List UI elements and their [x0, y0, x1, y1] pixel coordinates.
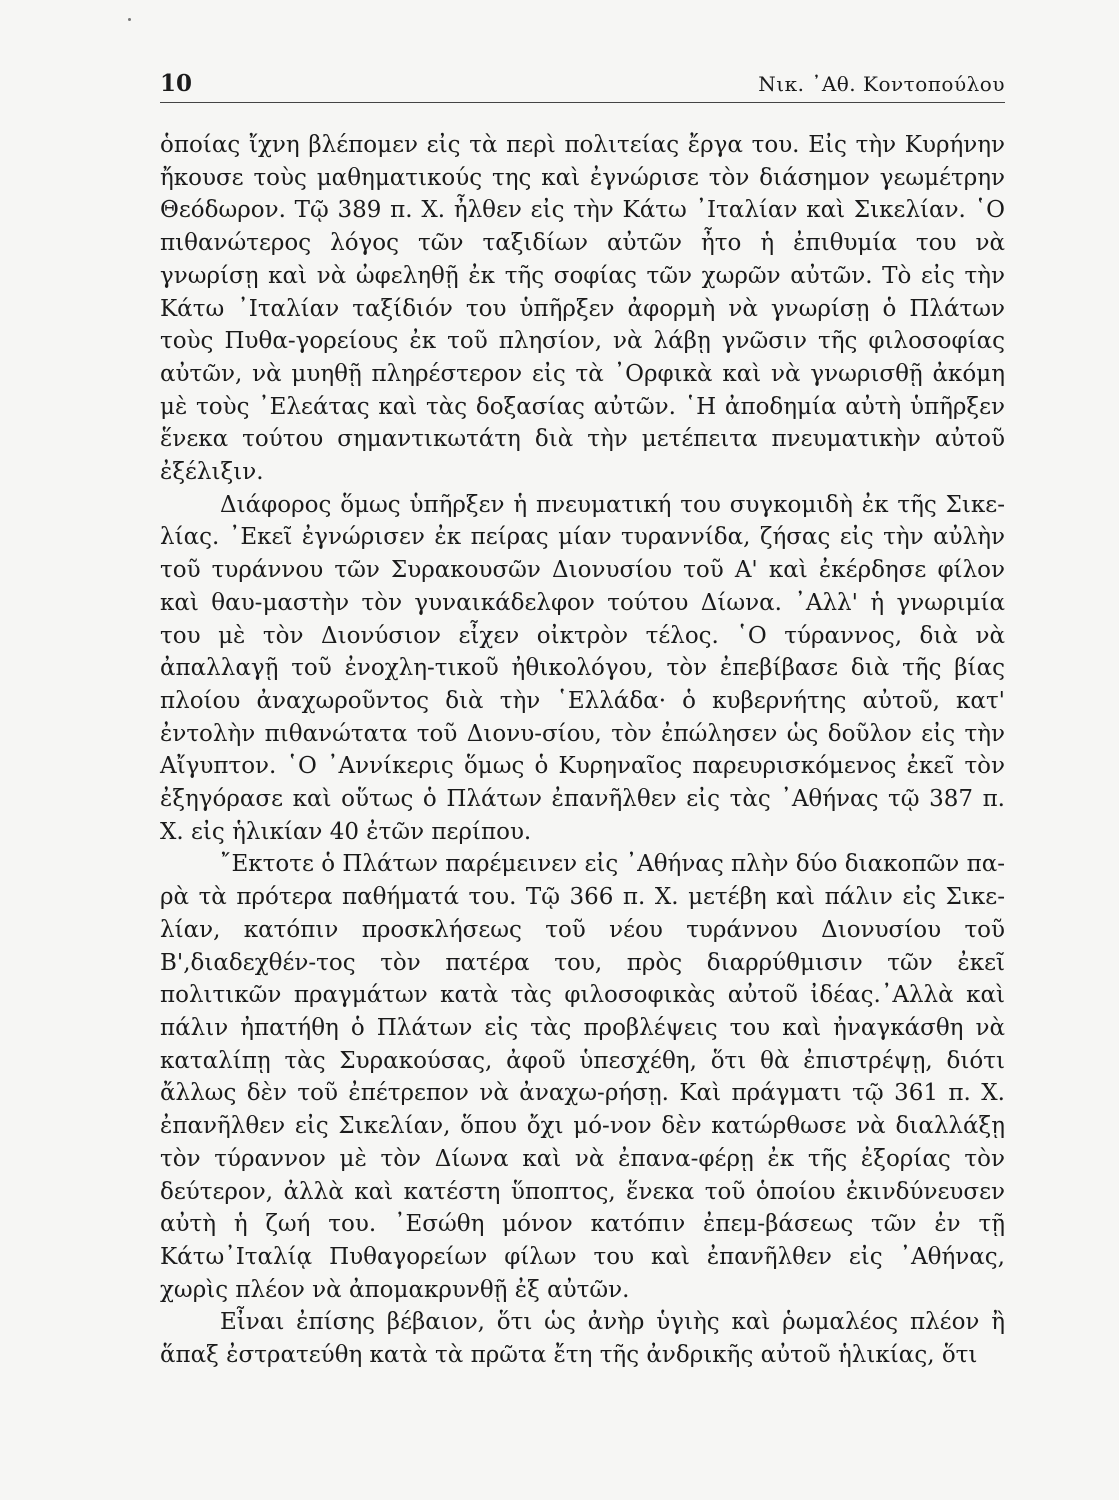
page-number: 10 [160, 70, 193, 97]
page-body [160, 129, 1005, 1372]
paragraph-4: Εἶναι ἐπίσης βέβαιον, ὅτι ὡς ἀνὴρ ὑγιὴς καὶ ῥωμαλέος πλέον ἢ ἅπαξ ἐστρατεύθη κατὰ τὰ πρῶτα ἔτη τῆς ἀνδρικῆς αὐτοῦ ἡλικίας, ὅτι [160, 1309, 1005, 1369]
page-header [160, 66, 1005, 103]
stray-ink-dot [128, 18, 131, 21]
paragraph-1: ὁποίας ἴχνη βλέπομεν εἰς τὰ περὶ πολιτείας ἔργα του. Εἰς τὴν Κυρήνην ἤκουσε τοὺς μαθηματικούς της καὶ ἐγνώρισε τὸν διάσημον γεωμέτρην Θεόδωρον. Τῷ 389 π. Χ. ἦλθεν εἰς τὴν Κάτω ᾿Ιταλίαν καὶ Σικελίαν. ῾Ο πιθανώτερος λόγος τῶν ταξιδίων αὐτῶν ἦτο ἡ ἐπιθυμία του νὰ γνωρίσῃ καὶ νὰ ὠφεληθῇ ἐκ τῆς σοφίας τῶν χωρῶν αὐτῶν. Τὸ εἰς τὴν Κάτω ᾿Ιταλίαν ταξίδιόν του ὑπῆρξεν ἀφορμὴ νὰ γνωρίσῃ ὁ Πλάτων τοὺς Πυθα-γορείους ἐκ τοῦ πλησίον, νὰ λάβῃ γνῶσιν τῆς φιλοσοφίας αὐτῶν, νὰ μυηθῇ πληρέστερον εἰς τὰ ᾿Ορφικὰ καὶ νὰ γνωρισθῇ ἀκόμη μὲ τοὺς ᾿Ελεάτας καὶ τὰς δοξασίας αὐτῶν. ῾Η ἀποδημία αὐτὴ ὑπῆρξεν ἕνεκα τούτου σημαντικωτάτη διὰ τὴν μετέπειτα πνευματικὴν αὐτοῦ ἐξέλιξιν. [160, 132, 1005, 486]
paragraph-2: Διάφορος ὅμως ὑπῆρξεν ἡ πνευματική του συγκομιδὴ ἐκ τῆς Σικε-λίας. ᾿Εκεῖ ἐγνώρισεν ἐκ πείρας μίαν τυραννίδα, ζήσας εἰς τὴν αὐλὴν τοῦ τυράννου τῶν Συρακουσῶν Διονυσίου τοῦ Α' καὶ ἐκέρδησε φίλον καὶ θαυ-μαστὴν τὸν γυναικάδελφον τούτου Δίωνα. ᾿Αλλ' ἡ γνωριμία του μὲ τὸν Διονύσιον εἶχεν οἰκτρὸν τέλος. ῾Ο τύραννος, διὰ νὰ ἀπαλλαγῇ τοῦ ἐνοχλη-τικοῦ ἠθικολόγου, τὸν ἐπεβίβασε διὰ τῆς βίας πλοίου ἀναχωροῦντος διὰ τὴν ῾Ελλάδα· ὁ κυβερνήτης αὐτοῦ, κατ' ἐντολὴν πιθανώτατα τοῦ Διονυ-σίου, τὸν ἐπώλησεν ὡς δοῦλον εἰς τὴν Αἴγυπτον. ῾Ο ᾿Αννίκερις ὅμως ὁ Κυρηναῖος παρευρισκόμενος ἐκεῖ τὸν ἐξηγόρασε καὶ οὕτως ὁ Πλάτων ἐπανῆλθεν εἰς τὰς ᾿Αθήνας τῷ 387 π. Χ. εἰς ἡλικίαν 40 ἐτῶν περίπου. [160, 491, 1005, 845]
running-head: Νικ. ᾿Αθ. Κοντοπούλου [758, 72, 1005, 96]
paragraph-3: ῎Εκτοτε ὁ Πλάτων παρέμεινεν εἰς ᾿Αθήνας πλὴν δύο διακοπῶν πα-ρὰ τὰ πρότερα παθήματά του. Τῷ 366 π. Χ. μετέβη καὶ πάλιν εἰς Σικε-λίαν, κατόπιν προσκλήσεως τοῦ νέου τυράννου Διονυσίου τοῦ Β',διαδεχθέν-τος τὸν πατέρα του, πρὸς διαρρύθμισιν τῶν ἐκεῖ πολιτικῶν πραγμάτων κατὰ τὰς φιλοσοφικὰς αὐτοῦ ἰδέας.᾿Αλλὰ καὶ πάλιν ἠπατήθη ὁ Πλάτων εἰς τὰς προβλέψεις του καὶ ἠναγκάσθη νὰ καταλίπῃ τὰς Συρακούσας, ἀφοῦ ὑπεσχέθη, ὅτι θὰ ἐπιστρέψῃ, διότι ἄλλως δὲν τοῦ ἐπέτρεπον νὰ ἀναχω-ρήσῃ. Καὶ πράγματι τῷ 361 π. Χ. ἐπανῆλθεν εἰς Σικελίαν, ὅπου ὄχι μό-νον δὲν κατώρθωσε νὰ διαλλάξῃ τὸν τύραννον μὲ τὸν Δίωνα καὶ νὰ ἐπανα-φέρῃ ἐκ τῆς ἐξορίας τὸν δεύτερον, ἀλλὰ καὶ κατέστη ὕποπτος, ἕνεκα τοῦ ὁποίου ἐκινδύνευσεν αὐτὴ ἡ ζωή του. ᾿Εσώθη μόνον κατόπιν ἐπεμ-βάσεως τῶν ἐν τῇ Κάτω᾿Ιταλίᾳ Πυθαγορείων φίλων του καὶ ἐπανῆλθεν εἰς ᾿Αθήνας, χωρὶς πλέον νὰ ἀπομακρυνθῇ ἐξ αὐτῶν. [160, 851, 1005, 1303]
